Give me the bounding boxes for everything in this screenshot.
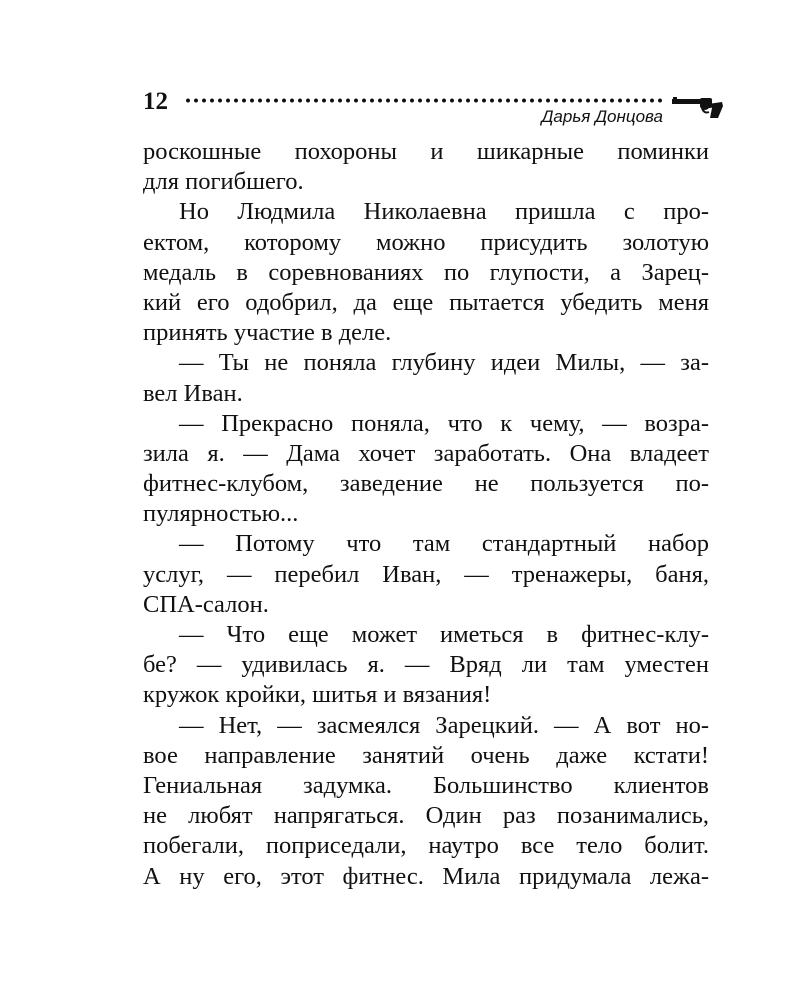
- text-line: для погибшего.: [143, 168, 304, 196]
- text-line: принять участие в деле.: [143, 319, 392, 347]
- text-line: кий его одобрил, да еще пытается убедить меня: [143, 288, 709, 316]
- dotted-header-rule: [184, 98, 664, 103]
- text-line: не любят напрягаться. Один раз позанимались,: [143, 802, 709, 830]
- text-line: ектом, которому можно присудить золотую: [143, 228, 709, 256]
- text-line: фитнес-клубом, заведение не пользуется по-: [143, 470, 709, 498]
- text-line: — Ты не поняла глубину идеи Милы, — за-: [179, 349, 709, 377]
- text-line: — Что еще может иметься в фитнес-клу-: [179, 621, 709, 648]
- body-text: [143, 137, 709, 892]
- text-line: роскошные похороны и шикарные поминки: [143, 138, 709, 165]
- text-line: А ну его, этот фитнес. Мила придумала лежа-: [143, 862, 709, 890]
- text-line: пулярностью...: [143, 500, 299, 528]
- page-number: 12: [143, 88, 168, 115]
- text-line: зила я. — Дама хочет заработать. Она владеет: [143, 439, 709, 467]
- text-line: — Нет, — засмеялся Зарецкий. — А вот но-: [179, 711, 709, 739]
- text-line: — Прекрасно поняла, что к чему, — возра-: [179, 409, 709, 437]
- text-line: Гениальная задумка. Большинство клиентов: [143, 771, 709, 799]
- text-line: — Потому что там стандартный набор: [179, 530, 709, 558]
- revolver-icon: [672, 96, 724, 120]
- text-line: Но Людмила Николаевна пришла с про-: [179, 198, 709, 226]
- text-line: услуг, — перебил Иван, — тренажеры, баня,: [143, 560, 709, 588]
- running-head-author: Дарья Донцова: [541, 107, 663, 126]
- text-line: вое направление занятий очень даже кстати!: [143, 741, 709, 769]
- text-line: СПА-салон.: [143, 590, 269, 618]
- text-line: побегали, поприседали, наутро все тело болит.: [143, 832, 709, 860]
- text-line: бе? — удивилась я. — Вряд ли там уместен: [143, 651, 709, 679]
- text-line: кружок кройки, шитья и вязания!: [143, 681, 492, 709]
- text-line: медаль в соревнованиях по глупости, а Зарец-: [143, 258, 709, 286]
- text-line: вел Иван.: [143, 379, 243, 407]
